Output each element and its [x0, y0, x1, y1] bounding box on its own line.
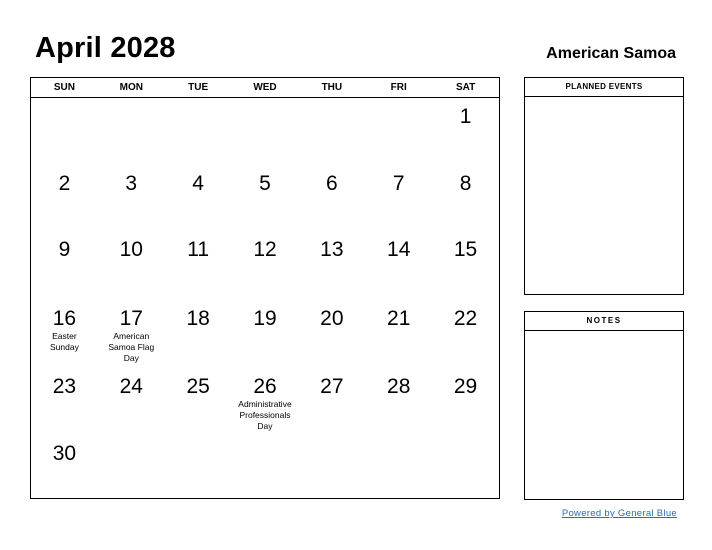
- empty-day-cell: [365, 435, 432, 500]
- day-number: 17: [119, 307, 143, 330]
- day-number: 12: [253, 238, 277, 261]
- day-cell: [365, 368, 432, 435]
- empty-day-cell: [298, 98, 365, 165]
- day-cell: [298, 165, 365, 231]
- holiday-label: American Samoa Flag Day: [108, 331, 155, 363]
- day-cell: [298, 231, 365, 300]
- day-number: 7: [392, 172, 405, 195]
- holiday-label: Administrative Professionals Day: [238, 399, 292, 431]
- day-number: 11: [187, 238, 210, 261]
- day-cell: [31, 368, 98, 435]
- empty-day-cell: [31, 98, 98, 165]
- region-label: American Samoa: [546, 45, 676, 62]
- day-number: 18: [186, 307, 210, 330]
- planned-events-title: PLANNED EVENTS: [525, 78, 683, 97]
- day-number: 27: [320, 375, 344, 398]
- day-number: 21: [387, 307, 411, 330]
- day-number: 8: [459, 172, 472, 195]
- day-cell: [98, 165, 165, 231]
- day-number: 25: [186, 375, 210, 398]
- day-cell: [432, 165, 499, 231]
- empty-day-cell: [98, 435, 165, 500]
- day-cell: [365, 231, 432, 300]
- weekday-header: [31, 78, 499, 98]
- empty-day-cell: [432, 435, 499, 500]
- day-cell: [165, 165, 232, 231]
- day-cell: [165, 368, 232, 435]
- day-cells: [31, 98, 499, 500]
- day-cell: [365, 165, 432, 231]
- day-number: 30: [52, 442, 77, 465]
- day-cell: [165, 300, 232, 368]
- day-cell: [98, 231, 165, 300]
- day-number: 20: [320, 307, 344, 330]
- day-cell: [298, 300, 365, 368]
- empty-day-cell: [98, 98, 165, 165]
- day-number: 22: [453, 307, 478, 330]
- day-cell: [365, 300, 432, 368]
- day-number: 16: [52, 307, 77, 330]
- day-number: 1: [459, 105, 472, 128]
- weekday-label: MON: [119, 82, 143, 93]
- day-cell: [98, 368, 165, 435]
- weekday-label: SAT: [455, 82, 476, 93]
- day-number: 14: [387, 238, 411, 261]
- day-number: 5: [259, 172, 271, 195]
- day-cell: [232, 165, 299, 231]
- day-cell: [298, 368, 365, 435]
- day-number: 9: [58, 238, 71, 261]
- day-number: 29: [453, 375, 478, 398]
- day-number: 28: [387, 375, 411, 398]
- weekday-label: SUN: [53, 82, 75, 93]
- weekday-label: WED: [253, 82, 277, 93]
- holiday-label: Easter Sunday: [50, 331, 79, 352]
- day-number: 15: [453, 238, 478, 261]
- empty-day-cell: [298, 435, 365, 500]
- day-number: 19: [253, 307, 277, 330]
- day-cell: [432, 368, 499, 435]
- day-number: 10: [119, 238, 143, 261]
- day-cell: [165, 231, 232, 300]
- empty-day-cell: [165, 435, 232, 500]
- day-number: 2: [58, 172, 71, 195]
- day-cell: [31, 300, 98, 368]
- weekday-label: THU: [321, 82, 343, 93]
- weekday-label: TUE: [188, 82, 209, 93]
- empty-day-cell: [232, 435, 299, 500]
- day-number: 13: [320, 238, 344, 261]
- day-cell: [432, 300, 499, 368]
- notes-title: NOTES: [525, 312, 683, 331]
- day-cell: [31, 231, 98, 300]
- day-cell: [31, 435, 98, 500]
- day-number: 24: [119, 375, 143, 398]
- day-cell: [232, 300, 299, 368]
- day-number: 26: [253, 375, 277, 398]
- empty-day-cell: [365, 98, 432, 165]
- day-cell: [232, 368, 299, 435]
- day-number: 23: [52, 375, 77, 398]
- day-number: 3: [125, 172, 138, 195]
- notes-panel: [524, 311, 684, 500]
- day-cell: [432, 98, 499, 165]
- empty-day-cell: [165, 98, 232, 165]
- planned-events-panel: [524, 77, 684, 295]
- weekday-label: FRI: [390, 82, 407, 93]
- day-cell: [432, 231, 499, 300]
- month-title: April 2028: [35, 32, 176, 64]
- day-number: 4: [192, 172, 204, 195]
- calendar-grid: [30, 77, 500, 499]
- powered-by-link[interactable]: Powered by General Blue: [561, 508, 677, 519]
- day-cell: [31, 165, 98, 231]
- day-number: 6: [326, 172, 338, 195]
- day-cell: [98, 300, 165, 368]
- day-cell: [232, 231, 299, 300]
- empty-day-cell: [232, 98, 299, 165]
